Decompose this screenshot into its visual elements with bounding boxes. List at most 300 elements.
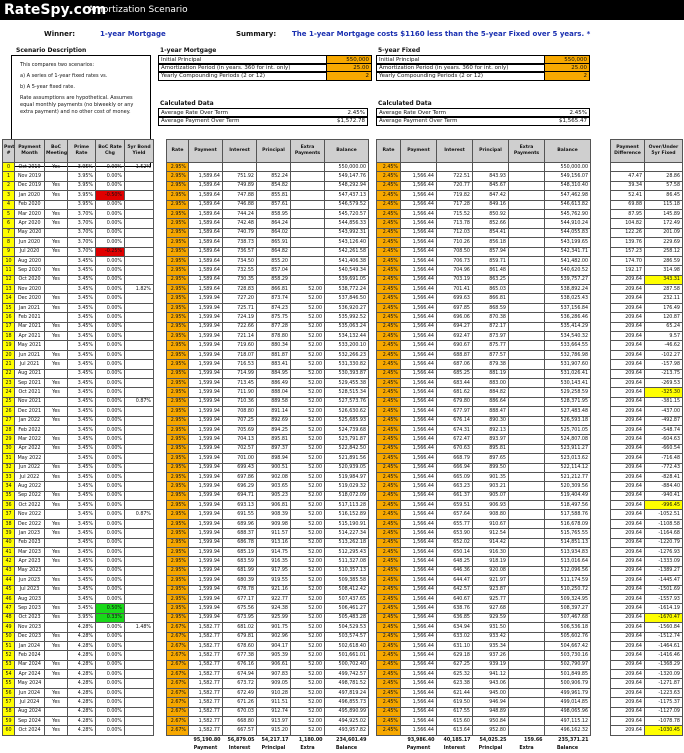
table-row — [377, 566, 591, 575]
boc-rate-change-cell: 0.00% — [96, 266, 125, 275]
over-under-cell: -437.00 — [645, 407, 683, 416]
extra-payment-cell: 52.00 — [291, 670, 325, 679]
table-row — [611, 717, 683, 726]
balance-cell: 542,261.58 — [325, 247, 369, 256]
table-row — [167, 285, 369, 294]
rate-cell: 2.95% — [167, 407, 189, 416]
payment-month-cell: Jan 2022 — [15, 416, 45, 425]
table-row — [611, 501, 683, 510]
principal-cell: 897.65 — [473, 454, 509, 463]
over-under-cell: -940.41 — [645, 491, 683, 500]
over-under-cell: -1557.93 — [645, 594, 683, 603]
extra-payment-cell — [291, 172, 325, 181]
totals-label-row — [167, 744, 369, 752]
principal-cell: 911.51 — [257, 698, 291, 707]
extra-payment-cell — [509, 519, 545, 528]
boc-rate-change-cell: 0.00% — [96, 623, 125, 632]
interest-cell: 659.51 — [437, 501, 473, 510]
rate-cell: 2.95% — [167, 557, 189, 566]
prime-rate-cell: 3.45% — [68, 519, 96, 528]
boc-rate-change-cell: 0.00% — [96, 200, 125, 209]
balance-cell: 545,762.90 — [545, 209, 591, 218]
table-row — [377, 641, 591, 650]
boc-rate-change-cell: 0.33% — [96, 613, 125, 622]
principal-cell: 857.61 — [257, 200, 291, 209]
pmt-number-cell: 49 — [3, 623, 15, 632]
rate-cell: 2.45% — [377, 238, 401, 247]
balance-cell: 547,462.98 — [545, 191, 591, 200]
payment-month-cell: Nov 2022 — [15, 510, 45, 519]
interest-cell: 691.55 — [223, 510, 257, 519]
payment-cell: 1,566.44 — [401, 594, 437, 603]
oneyear-compound-input[interactable]: 2 — [327, 72, 371, 80]
payment-cell: 1,599.94 — [189, 454, 223, 463]
interest-cell: 655.77 — [437, 519, 473, 528]
payment-cell: 1,566.44 — [401, 238, 437, 247]
boc-meeting-cell: Yes — [45, 463, 68, 472]
rate-cell: 2.45% — [377, 369, 401, 378]
boc-meeting-cell — [45, 623, 68, 632]
payment-cell: 1,599.94 — [189, 576, 223, 585]
extra-payment-cell: 52.00 — [291, 444, 325, 453]
principal-cell: 868.59 — [473, 303, 509, 312]
boc-rate-change-cell: 0.00% — [96, 435, 125, 444]
payment-cell: 1,582.77 — [189, 670, 223, 679]
principal-cell: 854.41 — [473, 228, 509, 237]
table-row — [167, 557, 369, 566]
boc-meeting-cell — [45, 510, 68, 519]
payment-difference-cell: 209.64 — [611, 407, 645, 416]
boc-meeting-cell — [45, 172, 68, 181]
interest-cell: 627.25 — [437, 660, 473, 669]
table-row — [611, 688, 683, 697]
over-under-cell: 286.59 — [645, 256, 683, 265]
fiveyear-principal-input[interactable]: 550,000 — [545, 56, 589, 64]
boc-meeting-cell — [45, 482, 68, 491]
boc-rate-change-cell: 0.00% — [96, 275, 125, 284]
boc-meeting-cell: Yes — [45, 350, 68, 359]
extra-payment-cell: 52.00 — [291, 688, 325, 697]
rate-cell: 2.45% — [377, 707, 401, 716]
rate-cell: 2.95% — [167, 360, 189, 369]
extra-payment-cell: 52.00 — [291, 548, 325, 557]
pmt-number-cell: 50 — [3, 632, 15, 641]
payment-cell: 1,566.44 — [401, 604, 437, 613]
balance-cell: 544,856.33 — [325, 219, 369, 228]
col-header: Rate — [377, 140, 401, 163]
rate-cell: 2.45% — [377, 688, 401, 697]
table-row — [377, 670, 591, 679]
balance-cell: 503,574.57 — [325, 632, 369, 641]
table-row — [3, 717, 154, 726]
interest-cell: 661.37 — [437, 491, 473, 500]
pmt-number-cell: 3 — [3, 191, 15, 200]
balance-cell: 507,437.65 — [325, 594, 369, 603]
principal-cell: 916.30 — [473, 548, 509, 557]
table-row — [167, 350, 369, 359]
bond-yield-cell — [125, 529, 154, 538]
principal-cell: 911.57 — [257, 529, 291, 538]
balance-cell: 493,957.82 — [325, 726, 369, 735]
fiveyear-compound-input[interactable]: 2 — [545, 72, 589, 80]
table-row — [3, 172, 154, 181]
interest-cell: 697.85 — [437, 303, 473, 312]
interest-cell: 634.94 — [437, 623, 473, 632]
balance-cell: 502,790.97 — [545, 660, 591, 669]
payment-month-cell: Aug 2022 — [15, 482, 45, 491]
payment-difference-cell: 209.64 — [611, 350, 645, 359]
table-row — [377, 303, 591, 312]
table-row — [3, 378, 154, 387]
boc-rate-change-cell: 0.00% — [96, 576, 125, 585]
payment-difference-cell: 209.64 — [611, 472, 645, 481]
table-row — [611, 726, 683, 735]
balance-cell: 546,613.82 — [545, 200, 591, 209]
extra-payment-cell: 52.00 — [291, 482, 325, 491]
calc2-payment-value: $1,565.47 — [559, 118, 587, 124]
payment-cell: 1,599.94 — [189, 425, 223, 434]
calc1-rate-value: 2.45% — [347, 110, 365, 116]
interest-cell: 721.14 — [223, 332, 257, 341]
total-value: 56,879.05 — [227, 737, 255, 743]
payment-cell: 1,589.64 — [189, 247, 223, 256]
principal-cell: 905.07 — [473, 491, 509, 500]
table-row — [611, 209, 683, 218]
table-row — [377, 378, 591, 387]
prime-rate-cell: 3.45% — [68, 407, 96, 416]
table-row — [167, 454, 369, 463]
scenario-line: a) A series of 1-year fixed rates vs. — [20, 73, 108, 79]
interest-cell: 740.79 — [223, 228, 257, 237]
payment-cell: 1,566.44 — [401, 726, 437, 735]
bond-yield-cell — [125, 454, 154, 463]
boc-rate-change-cell: 0.00% — [96, 238, 125, 247]
boc-rate-change-cell: 0.00% — [96, 341, 125, 350]
interest-cell: 688.87 — [437, 350, 473, 359]
rate-cell: 2.67% — [167, 623, 189, 632]
interest-cell: 670.63 — [437, 444, 473, 453]
table-row — [3, 463, 154, 472]
prime-rate-cell: 3.45% — [68, 256, 96, 265]
over-under-cell: -828.41 — [645, 472, 683, 481]
extra-payment-cell — [509, 651, 545, 660]
table-row — [3, 726, 154, 735]
rate-cell: 2.45% — [377, 454, 401, 463]
table-row — [167, 641, 369, 650]
total-value: 54,025.25 — [479, 737, 507, 743]
rate-cell: 2.45% — [377, 350, 401, 359]
payment-month-cell: Feb 2021 — [15, 313, 45, 322]
table-row — [3, 416, 154, 425]
bond-yield-cell — [125, 557, 154, 566]
balance-cell: 544,910.24 — [545, 219, 591, 228]
rate-cell: 2.95% — [167, 228, 189, 237]
balance-cell: 545,720.57 — [325, 209, 369, 218]
boc-meeting-cell: Yes — [45, 191, 68, 200]
prime-rate-cell: 3.45% — [68, 416, 96, 425]
interest-cell: 666.94 — [437, 463, 473, 472]
principal-cell: 925.99 — [257, 613, 291, 622]
interest-cell: 732.55 — [223, 266, 257, 275]
col-header: Prime Rate — [68, 140, 96, 163]
bond-yield-cell — [125, 670, 154, 679]
interest-cell: 677.97 — [437, 407, 473, 416]
extra-payment-cell — [509, 266, 545, 275]
interest-cell: 704.96 — [437, 266, 473, 275]
payment-cell: 1,599.94 — [189, 491, 223, 500]
table-row — [377, 181, 591, 190]
table-row — [3, 557, 154, 566]
pmt-number-cell: 1 — [3, 172, 15, 181]
over-under-cell: -269.53 — [645, 378, 683, 387]
oneyear-amort-input[interactable]: 25.00 — [327, 64, 371, 72]
bond-yield-cell — [125, 491, 154, 500]
payment-cell: 1,589.64 — [189, 266, 223, 275]
payment-difference-cell: 192.17 — [611, 266, 645, 275]
table-row — [377, 585, 591, 594]
balance-cell: 546,579.52 — [325, 200, 369, 209]
prime-rate-cell: 3.45% — [68, 322, 96, 331]
table-row — [611, 303, 683, 312]
boc-rate-change-cell: 0.00% — [96, 416, 125, 425]
principal-cell: 859.71 — [473, 256, 509, 265]
pmt-number-cell: 48 — [3, 613, 15, 622]
over-under-cell: 201.09 — [645, 228, 683, 237]
over-under-cell: -1223.63 — [645, 688, 683, 697]
interest-cell: 690.67 — [437, 341, 473, 350]
rate-cell: 2.95% — [167, 604, 189, 613]
interest-cell: 742.48 — [223, 219, 257, 228]
bond-yield-cell — [125, 172, 154, 181]
payment-cell: 1,566.44 — [401, 322, 437, 331]
rate-cell: 2.45% — [377, 632, 401, 641]
balance-cell: 516,678.09 — [545, 519, 591, 528]
col-header: Payment Month — [15, 140, 45, 163]
interest-cell: 734.50 — [223, 256, 257, 265]
bond-yield-cell — [125, 698, 154, 707]
balance-cell: 512,295.43 — [325, 548, 369, 557]
rate-cell: 2.95% — [167, 332, 189, 341]
extra-payment-cell — [509, 247, 545, 256]
table-row — [167, 726, 369, 735]
payment-cell: 1,589.64 — [189, 228, 223, 237]
pmt-number-cell: 35 — [3, 491, 15, 500]
total-label: Principal — [261, 745, 286, 751]
payment-cell: 1,566.44 — [401, 191, 437, 200]
table-row — [611, 341, 683, 350]
boc-meeting-cell: Yes — [45, 238, 68, 247]
payment-difference-cell: 209.64 — [611, 313, 645, 322]
over-under-cell: -884.40 — [645, 482, 683, 491]
extra-payment-cell — [509, 566, 545, 575]
table-row — [167, 585, 369, 594]
principal-cell: 866.81 — [257, 285, 291, 294]
principal-cell: 881.87 — [257, 350, 291, 359]
table-row — [167, 482, 369, 491]
balance-cell: 509,324.95 — [545, 594, 591, 603]
payment-cell: 1,589.64 — [189, 238, 223, 247]
principal-cell: 863.25 — [473, 275, 509, 284]
rate-cell: 2.45% — [377, 191, 401, 200]
table-row — [3, 585, 154, 594]
prime-rate-cell: 3.95% — [68, 191, 96, 200]
principal-cell: 905.39 — [257, 651, 291, 660]
table-row — [377, 726, 591, 735]
principal-cell: 856.18 — [473, 238, 509, 247]
col-header: Interest — [223, 140, 257, 163]
extra-payment-cell — [509, 538, 545, 547]
over-under-cell: -604.63 — [645, 435, 683, 444]
table-row — [611, 548, 683, 557]
balance-cell: 529,258.59 — [545, 388, 591, 397]
interest-cell: 673.72 — [223, 679, 257, 688]
table-row — [167, 388, 369, 397]
prime-rate-cell: 3.45% — [68, 425, 96, 434]
rate-cell: 2.95% — [167, 341, 189, 350]
pmt-number-cell: 25 — [3, 397, 15, 406]
balance-cell: 514,227.34 — [325, 529, 369, 538]
totals-spacer — [377, 744, 401, 752]
table-row — [377, 416, 591, 425]
over-under-cell: -46.62 — [645, 341, 683, 350]
extra-payment-cell: 52.00 — [291, 472, 325, 481]
boc-rate-change-cell: 0.00% — [96, 679, 125, 688]
extra-payment-cell — [509, 707, 545, 716]
interest-cell: 707.25 — [223, 416, 257, 425]
oneyear-principal-input[interactable]: 550,000 — [327, 56, 371, 64]
table-row — [377, 717, 591, 726]
principal-cell: 855.81 — [257, 191, 291, 200]
interest-cell: 692.47 — [437, 332, 473, 341]
payment-cell: 1,566.44 — [401, 435, 437, 444]
balance-cell: 501,661.01 — [325, 651, 369, 660]
principal-cell: 883.41 — [257, 360, 291, 369]
payment-cell: 1,566.44 — [401, 670, 437, 679]
balance-cell: 520,939.05 — [325, 463, 369, 472]
table-row — [167, 566, 369, 575]
payment-month-cell: May 2023 — [15, 566, 45, 575]
col-header: Pmt # — [3, 140, 15, 163]
payment-cell: 1,582.77 — [189, 717, 223, 726]
over-under-cell: -660.54 — [645, 444, 683, 453]
over-under-cell: 9.57 — [645, 332, 683, 341]
payment-cell: 1,582.77 — [189, 707, 223, 716]
interest-cell: 717.28 — [437, 200, 473, 209]
rate-cell: 2.45% — [377, 313, 401, 322]
bond-yield-cell: 0.87% — [125, 510, 154, 519]
interest-cell: 696.29 — [223, 482, 257, 491]
table-row — [167, 275, 369, 284]
payment-cell: 1,566.44 — [401, 407, 437, 416]
extra-payment-cell: 52.00 — [291, 585, 325, 594]
payment-difference-cell: 209.64 — [611, 425, 645, 434]
payment-month-cell: Mar 2022 — [15, 435, 45, 444]
rate-table — [2, 139, 154, 736]
boc-meeting-cell: Yes — [45, 472, 68, 481]
payment-month-cell: Sep 2023 — [15, 604, 45, 613]
payment-difference-cell: 209.64 — [611, 369, 645, 378]
prime-rate-cell: 3.70% — [68, 228, 96, 237]
table-row — [611, 670, 683, 679]
boc-meeting-cell: Yes — [45, 444, 68, 453]
rate-cell: 2.95% — [167, 510, 189, 519]
table-row — [3, 566, 154, 575]
rate-cell: 2.45% — [377, 416, 401, 425]
principal-cell: 909.05 — [257, 679, 291, 688]
interest-cell: 703.19 — [437, 275, 473, 284]
boc-rate-change-cell: 0.00% — [96, 548, 125, 557]
boc-rate-change-cell: 0.00% — [96, 510, 125, 519]
balance-cell: 497,819.24 — [325, 688, 369, 697]
payment-cell: 1,566.44 — [401, 454, 437, 463]
balance-cell: 521,891.56 — [325, 454, 369, 463]
fiveyear-amort-input[interactable]: 25.00 — [545, 64, 589, 72]
principal-cell: 900.51 — [257, 463, 291, 472]
interest-cell: 681.02 — [223, 623, 257, 632]
principal-cell: 843.93 — [473, 172, 509, 181]
site-logo[interactable]: RateSpy.com — [4, 2, 107, 18]
payment-difference-cell: 122.26 — [611, 228, 645, 237]
table-row — [611, 266, 683, 275]
rate-cell: 2.45% — [377, 285, 401, 294]
payment-cell: 1,566.44 — [401, 613, 437, 622]
table-row — [377, 651, 591, 660]
extra-payment-cell — [509, 369, 545, 378]
boc-meeting-cell: Yes — [45, 557, 68, 566]
table-row — [3, 360, 154, 369]
rate-cell: 2.95% — [167, 519, 189, 528]
payment-difference-cell: 104.82 — [611, 219, 645, 228]
table-row — [377, 397, 591, 406]
payment-month-cell: Feb 2020 — [15, 200, 45, 209]
balance-cell: 541,406.38 — [325, 256, 369, 265]
balance-cell: 516,152.89 — [325, 510, 369, 519]
fiveyear-title: 5-year Fixed — [378, 47, 421, 54]
pmt-number-cell: 7 — [3, 228, 15, 237]
total-label: Payment — [406, 745, 431, 751]
interest-cell: 629.18 — [437, 651, 473, 660]
pmt-number-cell: 37 — [3, 510, 15, 519]
table-row — [377, 557, 591, 566]
payment-month-cell: Dec 2023 — [15, 632, 45, 641]
table-row — [611, 538, 683, 547]
difference-table — [610, 139, 683, 736]
balance-cell: 515,190.91 — [325, 519, 369, 528]
interest-cell: 746.88 — [223, 200, 257, 209]
payment-difference-cell: 209.64 — [611, 510, 645, 519]
payment-cell: 1,566.44 — [401, 397, 437, 406]
payment-cell: 1,589.64 — [189, 219, 223, 228]
bond-yield-cell — [125, 472, 154, 481]
payment-cell: 1,599.94 — [189, 510, 223, 519]
rate-cell: 2.45% — [377, 660, 401, 669]
table-row — [167, 172, 369, 181]
prime-rate-cell: 3.45% — [68, 510, 96, 519]
balance-cell: 527,483.48 — [545, 407, 591, 416]
payment-difference-cell: 209.64 — [611, 416, 645, 425]
pmt-number-cell: 41 — [3, 548, 15, 557]
boc-rate-change-cell: 0.00% — [96, 698, 125, 707]
principal-cell: 877.57 — [473, 350, 509, 359]
table-row — [611, 594, 683, 603]
table-row — [167, 613, 369, 622]
interest-cell: 702.57 — [223, 444, 257, 453]
payment-month-cell: Dec 2021 — [15, 407, 45, 416]
table-row — [377, 313, 591, 322]
table-row — [611, 491, 683, 500]
table-row — [167, 491, 369, 500]
boc-meeting-cell: Yes — [45, 585, 68, 594]
